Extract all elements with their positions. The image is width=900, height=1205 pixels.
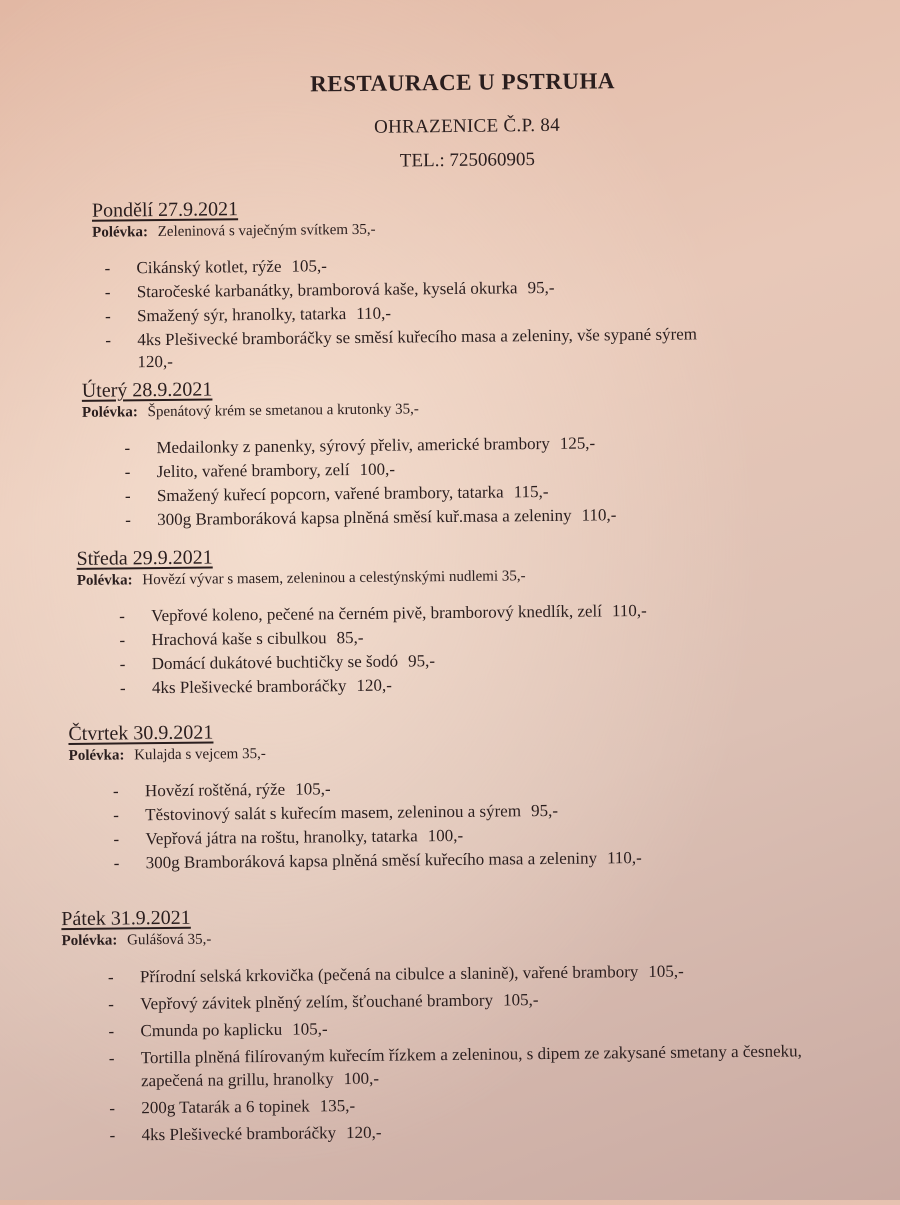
- dish-item: [113, 847, 642, 874]
- bullet-dash: -: [109, 1125, 116, 1145]
- bullet-dash: -: [125, 510, 131, 530]
- dish-name: 300g Bramboráková kapsa plněná směsí kuřecího masa a zeleniny: [145, 848, 598, 873]
- soup-name: Kulajda s vejcem: [134, 746, 239, 764]
- dish-item: [113, 823, 641, 850]
- bullet-dash: -: [124, 438, 131, 458]
- dish-name: 200g Tatarák a 6 topinek: [141, 1096, 310, 1118]
- dish-item: [113, 799, 641, 826]
- dish-price: 100,-: [359, 459, 396, 479]
- dish-name: Jelito, vařené brambory, zelí: [156, 460, 350, 482]
- dish-price: 125,-: [559, 433, 596, 453]
- dish-name: Cikánský kotlet, rýže: [136, 256, 282, 278]
- dish-item: [108, 1012, 820, 1042]
- dish-name: Vepřová játra na roštu, hranolky, tatarka: [145, 826, 418, 849]
- soup-label: Polévka:: [81, 404, 138, 421]
- soup-price: 35,-: [241, 745, 266, 763]
- day-section-friday: [61, 900, 822, 1151]
- dish-price: 95,-: [530, 800, 559, 821]
- dish-item: [108, 1039, 821, 1092]
- bullet-dash: -: [113, 853, 120, 873]
- bullet-dash: -: [105, 330, 112, 350]
- dish-name: Vepřový závitek plněný zelím, šťouchané brambory: [140, 990, 494, 1014]
- soup-label: Polévka:: [68, 747, 125, 765]
- dish-price: 120,-: [137, 351, 174, 372]
- soup-price: 35,-: [351, 221, 376, 239]
- day-section-monday: [92, 192, 798, 375]
- restaurant-name: RESTAURACE U PSTRUHA: [310, 68, 616, 97]
- dish-list: [104, 250, 797, 373]
- dish-item: [119, 600, 647, 627]
- bullet-dash: -: [113, 805, 120, 825]
- soup-line: [69, 742, 641, 765]
- dish-item: [119, 624, 647, 651]
- soup-label: Polévka:: [61, 932, 118, 950]
- soup-name: Gulášová: [127, 931, 184, 949]
- dish-name: 4ks Plešivecké bramboráčky: [141, 1123, 337, 1145]
- dish-item: [112, 775, 641, 802]
- dish-item: [109, 1116, 821, 1146]
- dish-price: 120,-: [345, 1122, 382, 1143]
- dish-name: Medailonky z panenky, sýrový přeliv, americké brambory: [156, 433, 550, 458]
- dish-price: 105,-: [291, 256, 327, 276]
- dish-price: 105,-: [295, 779, 331, 799]
- dish-name: Hovězí roštěná, rýže: [144, 779, 286, 801]
- bullet-dash: -: [104, 258, 111, 278]
- soup-price: 35,-: [394, 401, 419, 418]
- dish-price: 110,-: [606, 848, 642, 868]
- dish-price: 100,-: [427, 825, 464, 846]
- bullet-dash: -: [119, 606, 125, 626]
- dish-name: Tortilla plněná filírovaným kuřecím řízkem a zeleninou, s dipem ze zakysané smetany a česneku, zapečená na grillu, hranolky: [140, 1041, 802, 1091]
- dish-price: 85,-: [336, 627, 364, 648]
- dish-price: 110,-: [356, 303, 392, 323]
- dish-item: [105, 322, 797, 373]
- bullet-dash: -: [108, 1048, 115, 1068]
- bullet-dash: -: [108, 994, 114, 1014]
- day-section-thursday: [68, 717, 642, 877]
- dish-item: [108, 985, 820, 1015]
- dish-name: Domácí dukátové buchtičky se šodó: [151, 651, 399, 674]
- dish-item: [124, 456, 616, 483]
- dish-name: Cmunda po kaplicku: [140, 1019, 283, 1041]
- dish-item: [124, 480, 616, 507]
- bullet-dash: -: [119, 630, 126, 650]
- dish-name: Staročeské karbanátky, bramborová kaše, kyselá okurka: [136, 278, 518, 302]
- bullet-dash: -: [104, 282, 111, 302]
- day-section-tuesday: [82, 374, 617, 534]
- soup-price: 35,-: [187, 931, 212, 948]
- dish-list: [107, 958, 822, 1146]
- dish-item: [107, 958, 820, 988]
- dish-item: [124, 432, 615, 459]
- bullet-dash: -: [113, 829, 120, 849]
- dish-name: Smažený sýr, hranolky, tatarka: [136, 304, 347, 326]
- soup-line: [77, 567, 647, 590]
- dish-name: Těstovinový salát s kuřecím masem, zeleninou a sýrem: [145, 801, 522, 825]
- dish-name: 300g Bramboráková kapsa plněná směsí kuř.masa a zeleniny: [157, 505, 572, 530]
- bullet-dash: -: [119, 678, 126, 698]
- day-title: Pátek 31.9.2021: [61, 906, 191, 931]
- dish-price: 135,-: [319, 1096, 356, 1116]
- restaurant-phone: TEL.: 725060905: [399, 149, 536, 172]
- soup-price: 35,-: [501, 568, 526, 585]
- dish-name: Smažený kuřecí popcorn, vařené brambory, tatarka: [156, 482, 504, 506]
- day-title: Středa 29.9.2021: [76, 546, 213, 570]
- dish-list: [119, 600, 648, 699]
- dish-name: 4ks Plešivecké bramboráčky se směsí kuřecího masa a zeleniny, vše sypané sýrem: [137, 324, 698, 350]
- bullet-dash: -: [108, 1021, 115, 1041]
- dish-item: [119, 672, 648, 699]
- bullet-dash: -: [124, 462, 131, 482]
- bullet-dash: -: [124, 486, 131, 506]
- dish-price: 110,-: [581, 505, 617, 525]
- dish-price: 95,-: [527, 277, 555, 298]
- dish-price: 105,-: [502, 990, 539, 1010]
- dish-item: [125, 504, 617, 531]
- soup-name: Zeleninová s vaječným svítkem: [157, 222, 349, 241]
- bullet-dash: -: [107, 967, 114, 987]
- bullet-dash: -: [119, 654, 126, 674]
- bullet-dash: -: [104, 306, 111, 326]
- dish-name: Vepřové koleno, pečené na černém pivě, bramborový knedlík, zelí: [151, 601, 603, 626]
- dish-item: [119, 648, 648, 675]
- dish-name: 4ks Plešivecké bramboráčky: [151, 676, 347, 698]
- day-title: Úterý 28.9.2021: [81, 378, 213, 402]
- dish-item: [109, 1089, 821, 1119]
- bullet-dash: -: [109, 1098, 116, 1118]
- dish-price: 120,-: [356, 675, 392, 695]
- dish-price: 105,-: [292, 1019, 328, 1039]
- restaurant-address: OHRAZENICE Č.P. 84: [373, 114, 561, 138]
- dish-price: 110,-: [611, 600, 647, 621]
- dish-price: 95,-: [407, 651, 436, 671]
- dish-price: 115,-: [513, 481, 549, 502]
- bullet-dash: -: [112, 781, 119, 801]
- soup-label: Polévka:: [76, 572, 133, 589]
- dish-price: 100,-: [343, 1068, 380, 1089]
- dish-name: Přírodní selská krkovička (pečená na cibulce a slanině), vařené brambory: [139, 962, 639, 987]
- dish-list: [112, 775, 642, 874]
- day-title: Pondělí 27.9.2021: [91, 198, 239, 222]
- dish-name: Hrachová kaše s cibulkou: [151, 628, 327, 650]
- soup-name: Hovězí vývar s masem, zeleninou a celestýnskými nudlemi: [142, 568, 499, 589]
- dish-list: [124, 432, 617, 531]
- soup-line: [82, 399, 615, 422]
- day-section-wednesday: [76, 542, 647, 702]
- soup-label: Polévka:: [92, 224, 149, 241]
- soup-name: Špenátový krém se smetanou a krutonky: [147, 401, 392, 421]
- dish-price: 105,-: [648, 961, 684, 981]
- day-title: Čtvrtek 30.9.2021: [68, 721, 214, 746]
